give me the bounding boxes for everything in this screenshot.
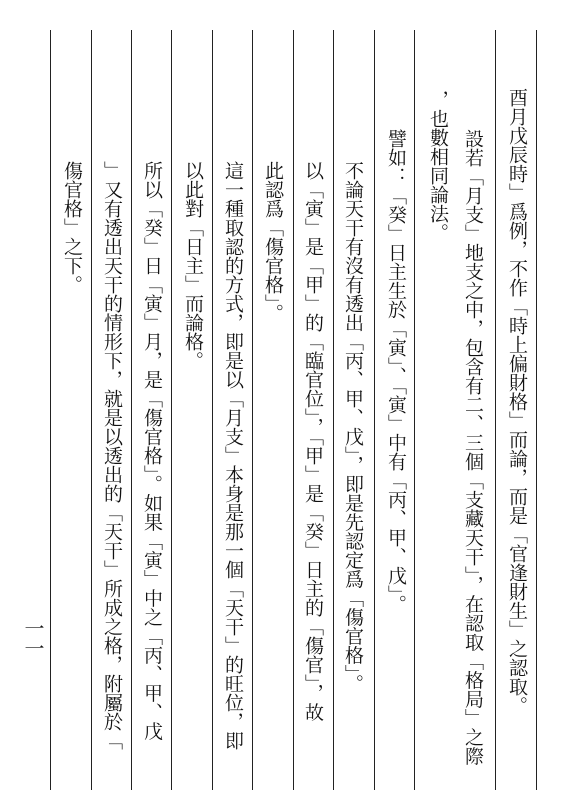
- column-rule: [171, 30, 172, 790]
- text-column: 設若「月支」地支之中，包含有二、三個「支藏天干」，在認取「格局」之際: [462, 129, 484, 766]
- text-column: 」又有透出天干的情形下，就是以透出的「天干」所成之格，附屬於「: [101, 161, 123, 750]
- column-rule: [414, 30, 415, 790]
- text-column: 不論天干有沒有透出「丙、甲、戊」，即是先認定爲「傷官格」。: [342, 161, 364, 693]
- text-column: 傷官格」之下。: [61, 161, 83, 294]
- text-column: 譬如：「癸」日主生於「寅」、「寅」中有「丙、甲、戊」。: [385, 129, 407, 614]
- text-column: 所以「癸」日「寅」月，是「傷官格」。如果「寅」中之「丙、甲、戊: [141, 161, 163, 741]
- column-rule: [50, 30, 51, 790]
- text-column: 這一種取認的方式，即是以「月支」本身是那一個「天干」的旺位，即: [222, 161, 244, 750]
- column-rule: [333, 30, 334, 790]
- column-rule: [374, 30, 375, 790]
- column-rule: [131, 30, 132, 790]
- text-column: 此認爲「傷官格」。: [262, 161, 284, 323]
- text-column: 酉月戊辰時」爲例，不作「時上偏財格」而論，而是「官逢財生」之認取。: [506, 88, 528, 715]
- column-rule: [293, 30, 294, 790]
- column-rule: [495, 30, 496, 790]
- column-rule: [212, 30, 213, 790]
- column-rule: [91, 30, 92, 790]
- text-column: 以「寅」是「甲」的「臨官位」，「甲」是「癸」日主的「傷官」，故: [302, 161, 324, 722]
- text-column: 以此對「日主」而論格。: [182, 161, 204, 370]
- column-rule: [252, 30, 253, 790]
- text-column: ，也數相同論法。: [427, 90, 449, 242]
- column-rule: [536, 30, 537, 790]
- page-number: 一一: [21, 618, 45, 658]
